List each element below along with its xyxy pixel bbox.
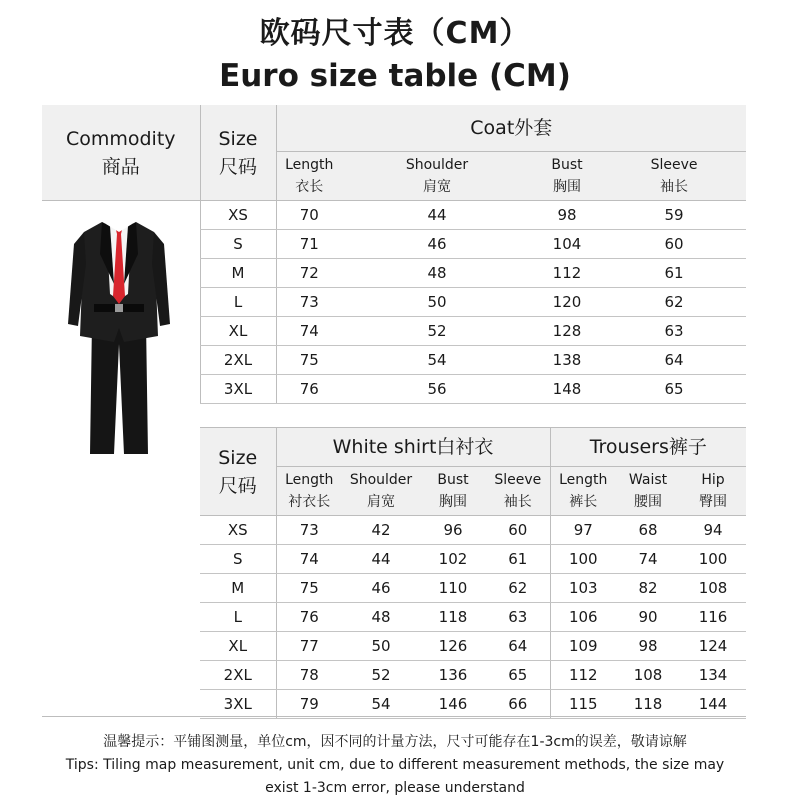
coat-col-shoulder-en: Shoulder xyxy=(405,157,469,173)
table-row xyxy=(200,661,746,690)
trousers-col-hip-cn: 臀围 xyxy=(699,494,728,510)
value-cell: 76 xyxy=(276,603,342,632)
value-cell: 98 xyxy=(532,201,602,230)
table-row xyxy=(200,632,746,661)
value-cell: 77 xyxy=(276,632,342,661)
coat-col-sleeve xyxy=(602,152,746,201)
table-row xyxy=(200,516,746,545)
coat-col-shoulder-cn: 肩宽 xyxy=(423,179,451,195)
title-english: Euro size table (CM) xyxy=(219,58,571,94)
shirt-col-shoulder-cn: 肩宽 xyxy=(367,494,395,510)
trousers-col-waist-en: Waist xyxy=(628,472,668,488)
value-cell: 54 xyxy=(342,346,532,375)
size-cell: L xyxy=(200,603,276,632)
value-cell: 97 xyxy=(550,516,616,545)
value-cell: 63 xyxy=(486,603,550,632)
value-cell: 65 xyxy=(486,661,550,690)
value-cell: 60 xyxy=(602,230,746,259)
shirt-col-length xyxy=(276,467,342,516)
size-header-en: Size xyxy=(218,446,258,469)
table-row xyxy=(200,690,746,719)
value-cell: 115 xyxy=(550,690,616,719)
size-header xyxy=(200,428,276,516)
size-cell: S xyxy=(200,230,276,259)
value-cell: 62 xyxy=(602,288,746,317)
value-cell: 103 xyxy=(550,574,616,603)
value-cell: 98 xyxy=(616,632,680,661)
value-cell: 50 xyxy=(342,632,420,661)
value-cell: 74 xyxy=(616,545,680,574)
value-cell: 61 xyxy=(486,545,550,574)
shirt-col-sleeve xyxy=(486,467,550,516)
coat-col-bust xyxy=(532,152,602,201)
value-cell: 61 xyxy=(602,259,746,288)
value-cell: 50 xyxy=(342,288,532,317)
shirt-col-length-cn: 衬衣长 xyxy=(288,494,331,510)
value-cell: 112 xyxy=(550,661,616,690)
suit-product-image xyxy=(64,204,174,460)
trousers-col-hip xyxy=(680,467,746,516)
size-cell: XS xyxy=(200,201,276,230)
value-cell: 108 xyxy=(616,661,680,690)
value-cell: 108 xyxy=(680,574,746,603)
value-cell: 128 xyxy=(532,317,602,346)
value-cell: 104 xyxy=(532,230,602,259)
tips-english-line1: Tips: Tiling map measurement, unit cm, due to different measurement methods, the size may xyxy=(65,757,725,773)
bottom-divider xyxy=(42,716,746,717)
value-cell: 72 xyxy=(276,259,342,288)
trousers-col-length xyxy=(550,467,616,516)
value-cell: 70 xyxy=(276,201,342,230)
coat-col-length-cn: 衣长 xyxy=(295,179,324,195)
value-cell: 100 xyxy=(550,545,616,574)
size-cell: XL xyxy=(200,317,276,346)
title-chinese: 欧码尺寸表（CM） xyxy=(259,16,531,51)
value-cell: 124 xyxy=(680,632,746,661)
shirt-col-bust-en: Bust xyxy=(437,472,469,488)
value-cell: 110 xyxy=(420,574,486,603)
size-cell: 3XL xyxy=(200,375,276,404)
table-row xyxy=(200,603,746,632)
value-cell: 68 xyxy=(616,516,680,545)
trousers-col-waist xyxy=(616,467,680,516)
value-cell: 75 xyxy=(276,574,342,603)
value-cell: 73 xyxy=(276,516,342,545)
coat-col-sleeve-en: Sleeve xyxy=(650,157,698,173)
value-cell: 90 xyxy=(616,603,680,632)
coat-col-shoulder xyxy=(342,152,532,201)
value-cell: 71 xyxy=(276,230,342,259)
value-cell: 48 xyxy=(342,259,532,288)
value-cell: 94 xyxy=(680,516,746,545)
value-cell: 65 xyxy=(602,375,746,404)
shirt-col-sleeve-en: Sleeve xyxy=(494,472,542,488)
coat-col-sleeve-cn: 袖长 xyxy=(660,179,689,195)
size-cell: XL xyxy=(200,632,276,661)
value-cell: 52 xyxy=(342,317,532,346)
value-cell: 64 xyxy=(486,632,550,661)
trousers-group-header: Trousers裤子 xyxy=(550,428,746,467)
value-cell: 126 xyxy=(420,632,486,661)
value-cell: 44 xyxy=(342,545,420,574)
size-cell: L xyxy=(200,288,276,317)
shirt-col-shoulder xyxy=(342,467,420,516)
value-cell: 48 xyxy=(342,603,420,632)
size-cell: 3XL xyxy=(200,690,276,719)
value-cell: 118 xyxy=(616,690,680,719)
size-header-cn: 尺码 xyxy=(218,474,257,497)
shirt-col-bust-cn: 胸围 xyxy=(439,494,467,510)
value-cell: 120 xyxy=(532,288,602,317)
coat-col-bust-en: Bust xyxy=(551,157,583,173)
size-cell: 2XL xyxy=(200,661,276,690)
value-cell: 146 xyxy=(420,690,486,719)
value-cell: 100 xyxy=(680,545,746,574)
value-cell: 66 xyxy=(486,690,550,719)
size-header xyxy=(200,105,276,201)
value-cell: 76 xyxy=(276,375,342,404)
value-cell: 136 xyxy=(420,661,486,690)
tips-english-line2: exist 1-3cm error, please understand xyxy=(265,780,525,796)
commodity-header-cn: 商品 xyxy=(101,155,140,178)
value-cell: 74 xyxy=(276,317,342,346)
value-cell: 109 xyxy=(550,632,616,661)
value-cell: 106 xyxy=(550,603,616,632)
value-cell: 82 xyxy=(616,574,680,603)
trousers-col-hip-en: Hip xyxy=(701,472,725,488)
size-cell: M xyxy=(200,259,276,288)
value-cell: 46 xyxy=(342,230,532,259)
coat-col-length xyxy=(276,152,342,201)
value-cell: 138 xyxy=(532,346,602,375)
commodity-header xyxy=(42,105,200,201)
value-cell: 59 xyxy=(602,201,746,230)
value-cell: 112 xyxy=(532,259,602,288)
coat-col-length-en: Length xyxy=(285,157,334,173)
coat-col-bust-cn: 胸围 xyxy=(553,179,581,195)
value-cell: 74 xyxy=(276,545,342,574)
size-cell: 2XL xyxy=(200,346,276,375)
shirt-col-length-en: Length xyxy=(285,472,334,488)
value-cell: 144 xyxy=(680,690,746,719)
shirt-col-shoulder-en: Shoulder xyxy=(349,472,413,488)
value-cell: 116 xyxy=(680,603,746,632)
value-cell: 75 xyxy=(276,346,342,375)
shirt-trousers-size-table xyxy=(200,427,746,719)
value-cell: 46 xyxy=(342,574,420,603)
trousers-col-length-cn: 裤长 xyxy=(569,494,598,510)
size-cell: XS xyxy=(200,516,276,545)
value-cell: 134 xyxy=(680,661,746,690)
value-cell: 96 xyxy=(420,516,486,545)
size-header-en: Size xyxy=(218,127,258,150)
table-row xyxy=(200,574,746,603)
value-cell: 118 xyxy=(420,603,486,632)
value-cell: 56 xyxy=(342,375,532,404)
value-cell: 102 xyxy=(420,545,486,574)
value-cell: 62 xyxy=(486,574,550,603)
size-cell: M xyxy=(200,574,276,603)
value-cell: 148 xyxy=(532,375,602,404)
commodity-header-en: Commodity xyxy=(65,127,176,150)
trousers-col-length-en: Length xyxy=(559,472,608,488)
value-cell: 63 xyxy=(602,317,746,346)
table-row xyxy=(200,545,746,574)
trousers-col-waist-cn: 腰围 xyxy=(634,494,663,510)
size-header-cn: 尺码 xyxy=(218,155,257,178)
value-cell: 52 xyxy=(342,661,420,690)
value-cell: 64 xyxy=(602,346,746,375)
value-cell: 73 xyxy=(276,288,342,317)
shirt-col-sleeve-cn: 袖长 xyxy=(503,494,532,510)
shirt-group-header: White shirt白衬衣 xyxy=(276,428,550,467)
shirt-col-bust xyxy=(420,467,486,516)
value-cell: 54 xyxy=(342,690,420,719)
value-cell: 60 xyxy=(486,516,550,545)
value-cell: 44 xyxy=(342,201,532,230)
value-cell: 42 xyxy=(342,516,420,545)
coat-group-header: Coat外套 xyxy=(276,105,746,152)
value-cell: 78 xyxy=(276,661,342,690)
value-cell: 79 xyxy=(276,690,342,719)
size-cell: S xyxy=(200,545,276,574)
tips-chinese: 温馨提示：平铺图测量，单位cm，因不同的计量方法，尺寸可能存在1-3cm的误差，敬请谅解 xyxy=(103,734,687,750)
